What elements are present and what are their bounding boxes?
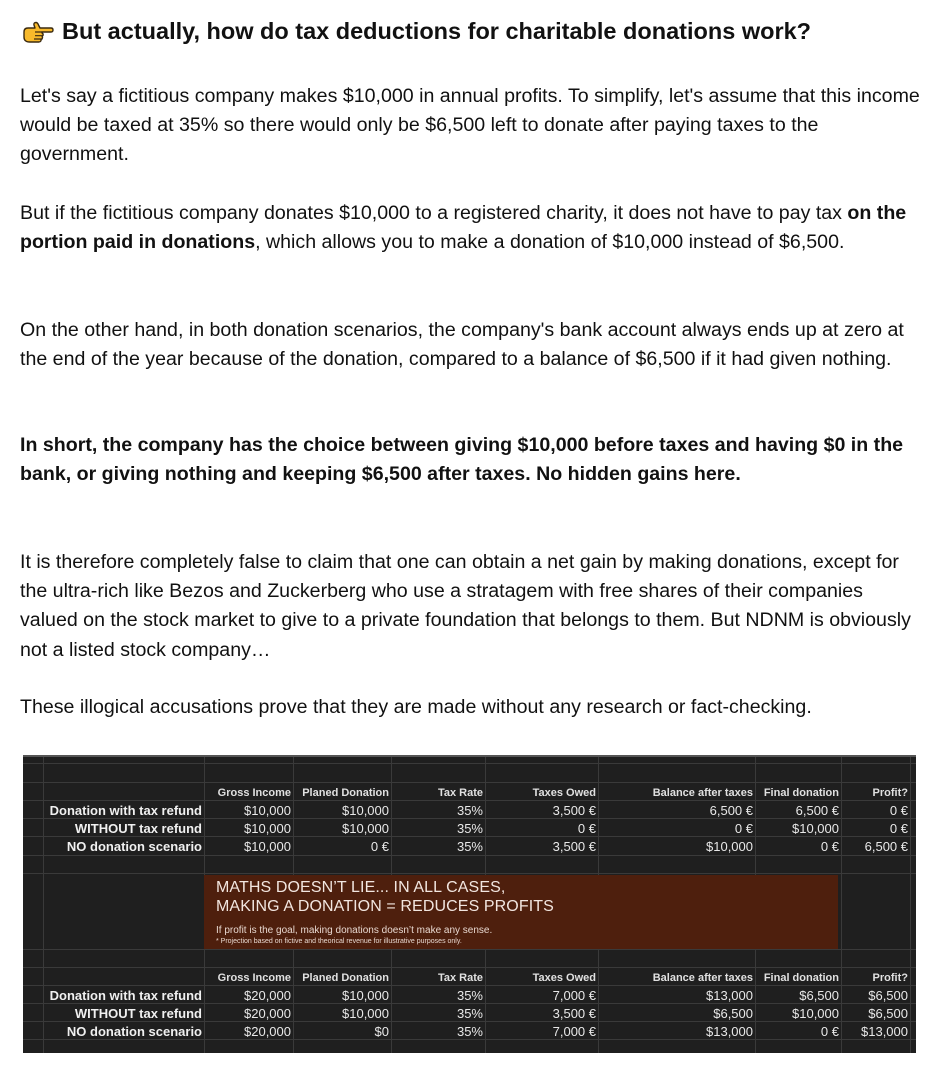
paragraph-bank-balance: On the other hand, in both donation scenarios, the company's bank account always ends up at zero at the end of the year because of the donation, compared to a balance of $6,500 if it had given nothing. [20, 319, 904, 371]
conclusion-banner [204, 875, 838, 949]
cell-profit: $13,000 [861, 1024, 908, 1039]
heading-text: But actually, how do tax deductions for charitable donations work? [62, 18, 812, 44]
cell-gross-income: $20,000 [244, 988, 291, 1003]
row-label: NO donation scenario [66, 839, 202, 854]
spreadsheet-image [23, 755, 916, 1053]
paragraph-donation [20, 199, 920, 257]
cell-final-donation: $10,000 [792, 821, 839, 836]
cell-final-donation: 6,500 € [795, 803, 839, 818]
header-gross-income: Gross Income [217, 787, 291, 799]
header-final-donation: Final donation [763, 787, 839, 799]
cell-taxes-owed: 3,500 € [552, 803, 596, 818]
paragraph-text: , which allows you to make a donation of $10,000 instead of $6,500. [255, 231, 845, 254]
cell-tax-rate: 35% [456, 1024, 483, 1039]
cell-planned-donation: 0 € [370, 839, 389, 854]
row-label: NO donation scenario [66, 1024, 202, 1039]
paragraph-intro: Let's say a fictitious company makes $10,000 in annual profits. To simplify, let's assume that this income would be taxed at 35% so there would only be $6,500 left to donate after paying taxes to the government. [20, 85, 920, 166]
cell-planned-donation: $10,000 [342, 803, 389, 818]
row-label: Donation with tax refund [49, 803, 202, 818]
paragraph-summary: In short, the company has the choice between giving $10,000 before taxes and having $0 in the bank, or giving nothing and keeping $6,500 after taxes. No hidden gains here. [20, 434, 904, 486]
cell-tax-rate: 35% [456, 821, 483, 836]
cell-balance: 6,500 € [709, 803, 753, 818]
cell-balance: $13,000 [706, 1024, 753, 1039]
cell-final-donation: 0 € [820, 839, 839, 854]
header-gross-income: Gross Income [217, 972, 291, 984]
banner-line-2: MAKING A DONATION = REDUCES PROFITS [216, 898, 554, 915]
header-planned-donation: Planed Donation [302, 787, 389, 799]
cell-planned-donation: $10,000 [342, 821, 389, 836]
cell-tax-rate: 35% [456, 1006, 483, 1021]
row-label: WITHOUT tax refund [74, 821, 202, 836]
section-heading [22, 18, 811, 45]
cell-profit: $6,500 [868, 988, 908, 1003]
paragraph-emphasis: on the portion paid in donations [20, 202, 907, 254]
cell-profit: $6,500 [868, 1006, 908, 1021]
cell-taxes-owed: 7,000 € [552, 988, 596, 1003]
header-tax-rate: Tax Rate [437, 787, 483, 799]
row-label: WITHOUT tax refund [74, 1006, 202, 1021]
paragraph-conclusion: These illogical accusations prove that they are made without any research or fact-checking. [20, 696, 812, 718]
cell-balance: $6,500 [713, 1006, 753, 1021]
header-taxes-owed: Taxes Owed [532, 972, 596, 984]
cell-taxes-owed: 3,500 € [552, 1006, 596, 1021]
cell-gross-income: $20,000 [244, 1024, 291, 1039]
cell-tax-rate: 35% [456, 988, 483, 1003]
paragraph-text: But if the fictitious company donates $10,000 to a registered charity, it does not have to pay tax [20, 202, 848, 224]
row-label: Donation with tax refund [49, 988, 202, 1003]
banner-footnote: * Projection based on fictive and theorical revenue for illustrative purposes only. [216, 938, 462, 945]
cell-final-donation: $10,000 [792, 1006, 839, 1021]
cell-gross-income: $10,000 [244, 803, 291, 818]
header-final-donation: Final donation [763, 972, 839, 984]
cell-profit: 0 € [889, 803, 908, 818]
header-profit: Profit? [872, 787, 908, 799]
header-balance-after-taxes: Balance after taxes [652, 972, 753, 984]
paragraph-ultra-rich: It is therefore completely false to claim that one can obtain a net gain by making donations, except for the ultra-rich like Bezos and Zuckerberg who use a stratagem with free shares of their companies valued on the stock market to give to a private foundation that belongs to them. But NDNM is obviously not a listed stock company… [20, 551, 911, 661]
cell-balance: $13,000 [706, 988, 753, 1003]
cell-balance: 0 € [734, 821, 753, 836]
pointing-hand-icon [22, 20, 54, 44]
cell-planned-donation: $0 [374, 1024, 389, 1039]
cell-taxes-owed: 3,500 € [552, 839, 596, 854]
cell-planned-donation: $10,000 [342, 988, 389, 1003]
banner-line-1: MATHS DOESN’T LIE... IN ALL CASES, [216, 879, 506, 896]
cell-tax-rate: 35% [456, 839, 483, 854]
cell-profit: 6,500 € [864, 839, 908, 854]
cell-taxes-owed: 0 € [577, 821, 596, 836]
cell-taxes-owed: 7,000 € [552, 1024, 596, 1039]
cell-gross-income: $20,000 [244, 1006, 291, 1021]
header-taxes-owed: Taxes Owed [532, 787, 596, 799]
cell-final-donation: $6,500 [799, 988, 839, 1003]
cell-balance: $10,000 [706, 839, 753, 854]
header-balance-after-taxes: Balance after taxes [652, 787, 753, 799]
cell-gross-income: $10,000 [244, 821, 291, 836]
cell-gross-income: $10,000 [244, 839, 291, 854]
header-planned-donation: Planed Donation [302, 972, 389, 984]
cell-planned-donation: $10,000 [342, 1006, 389, 1021]
cell-profit: 0 € [889, 821, 908, 836]
cell-tax-rate: 35% [456, 803, 483, 818]
cell-final-donation: 0 € [820, 1024, 839, 1039]
header-profit: Profit? [872, 972, 908, 984]
header-tax-rate: Tax Rate [437, 972, 483, 984]
banner-subtitle: If profit is the goal, making donations doesn’t make any sense. [216, 925, 493, 936]
